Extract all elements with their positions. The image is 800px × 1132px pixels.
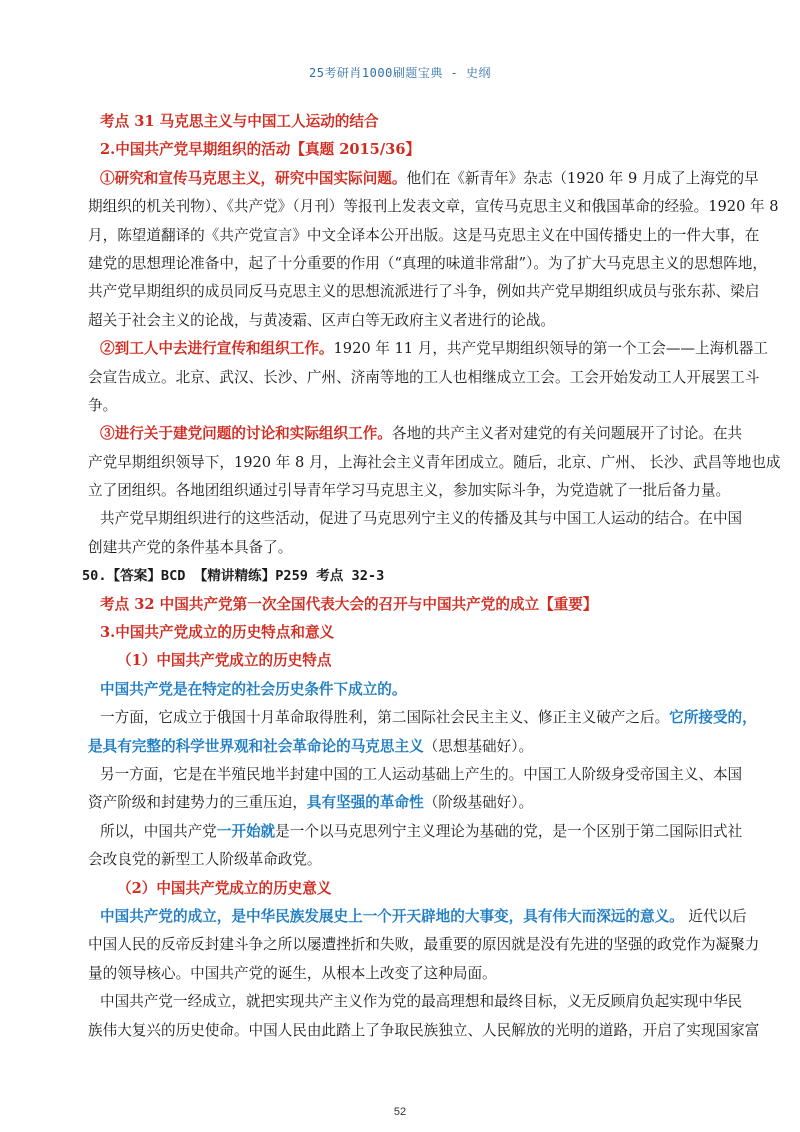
- paragraph-line: 另一方面，它是在半殖民地半封建中国的工人运动基础上产生的。中国工人阶级身受帝国主义、本国: [100, 765, 743, 783]
- paragraph-line: 所以，中国共产党一开始就是一个以马克思列宁主义理论为基础的党，是一个区别于第二国际旧式社: [100, 822, 743, 840]
- section-32-subtitle: 3.中国共产党成立的历史特点和意义: [100, 624, 335, 642]
- paragraph-line: 是具有完整的科学世界观和社会革命论的马克思主义（思想基础好）。: [88, 737, 534, 755]
- paragraph-line: 超关于社会主义的论战，与黄凌霜、区声白等无政府主义者进行的论战。: [88, 311, 556, 329]
- subheading-significance: （2）中国共产党成立的历史意义: [117, 879, 332, 897]
- paragraph-line: ①研究和宣传马克思主义，研究中国实际问题。他们在《新青年》杂志（1920 年 9 月成了上海党的早: [100, 169, 759, 187]
- paragraph-line: 中国共产党一经成立，就把实现共产主义作为党的最高理想和最终目标，义无反顾肩负起实现中华民: [100, 993, 743, 1011]
- point-3-heading: ③进行关于建党问题的讨论和实际组织工作。: [100, 425, 392, 443]
- answer-line: 50.【答案】BCD 【精讲精练】P259 考点 32-3: [82, 568, 385, 585]
- running-header: 25考研肖1000刷题宝典 - 史纲: [308, 66, 492, 80]
- paragraph-line: 族伟大复兴的历史使命。中国人民由此踏上了争取民族独立、人民解放的光明的道路，开启了实现国家富: [88, 1021, 760, 1039]
- paragraph-line: 一方面，它成立于俄国十月革命取得胜利，第二国际社会民主主义、修正主义破产之后。它所接受的，: [100, 709, 757, 727]
- paragraph-line: 量的领导核心。中国共产党的诞生，从根本上改变了这种局面。: [88, 964, 497, 982]
- section-32-title: 考点 32 中国共产党第一次全国代表大会的召开与中国共产党的成立【重要】: [100, 595, 598, 613]
- section-31-title: 考点 31 马克思主义与中国工人运动的结合: [100, 113, 379, 130]
- paragraph-line: 中国人民的反帝反封建斗争之所以屡遭挫折和失败，最重要的原因就是没有先进的坚强的政党作为凝聚力: [88, 936, 760, 954]
- paragraph-line: 中国共产党的成立，是中华民族发展史上一个开天辟地的大事变，具有伟大而深远的意义。 近代以后: [100, 907, 747, 925]
- section-31-subtitle: 2.中国共产党早期组织的活动【真题 2015/36】: [100, 141, 421, 159]
- paragraph-line: ②到工人中去进行宣传和组织工作。1920 年 11 月，共产党早期组织领导的第一个工会——上海机器工: [100, 340, 768, 358]
- paragraph-line: 共产党早期组织进行的这些活动，促进了马克思列宁主义的传播及其与中国工人运动的结合。在中国: [100, 510, 743, 528]
- paragraph-line: 创建共产党的条件基本具备了。: [88, 538, 293, 556]
- paragraph-line: 会宣告成立。北京、武汉、长沙、广州、济南等地的工人也相继成立工会。工会开始发动工人开展罢工斗: [88, 368, 760, 386]
- subheading-characteristics: （1）中国共产党成立的历史特点: [117, 652, 332, 670]
- page-number: 52: [393, 1106, 407, 1118]
- paragraph-line: ③进行关于建党问题的讨论和实际组织工作。各地的共产主义者对建党的有关问题展开了讨论。在共: [100, 425, 743, 443]
- point-2-heading: ②到工人中去进行宣传和组织工作。: [100, 340, 334, 358]
- paragraph-line: 资产阶级和封建势力的三重压迫，具有坚强的革命性（阶级基础好）。: [88, 794, 534, 812]
- key-point: 中国共产党是在特定的社会历史条件下成立的。: [100, 680, 407, 698]
- point-1-heading: ①研究和宣传马克思主义，研究中国实际问题。: [100, 169, 407, 187]
- paragraph-line: 争。: [88, 396, 118, 414]
- paragraph-line: 立了团组织。各地团组织通过引导青年学习马克思主义，参加实际斗争，为党造就了一批后备力量。: [88, 482, 731, 500]
- paragraph-line: 产党早期组织领导下，1920 年 8 月，上海社会主义青年团成立。随后，北京、广州、 长沙、武昌等地也成: [88, 453, 781, 471]
- paragraph-line: 共产党早期组织的成员同反马克思主义的思想流派进行了斗争，例如共产党早期组织成员与张东荪、梁启: [88, 283, 760, 301]
- page-body: [82, 108, 781, 1045]
- paragraph-line: 月，陈望道翻译的《共产党宣言》中文全译本公开出版。这是马克思主义在中国传播史上的一件大事，在: [88, 226, 760, 244]
- paragraph-line: 期组织的机关刊物）、《共产党》（月刊）等报刊上发表文章，宣传马克思主义和俄国革命的经验。1920 年 8: [88, 198, 779, 216]
- paragraph-line: 建党的思想理论准备中，起了十分重要的作用（“真理的味道非常甜”）。为了扩大马克思主义的思想阵地，: [88, 254, 767, 272]
- paragraph-line: 会改良党的新型工人阶级革命政党。: [88, 851, 322, 869]
